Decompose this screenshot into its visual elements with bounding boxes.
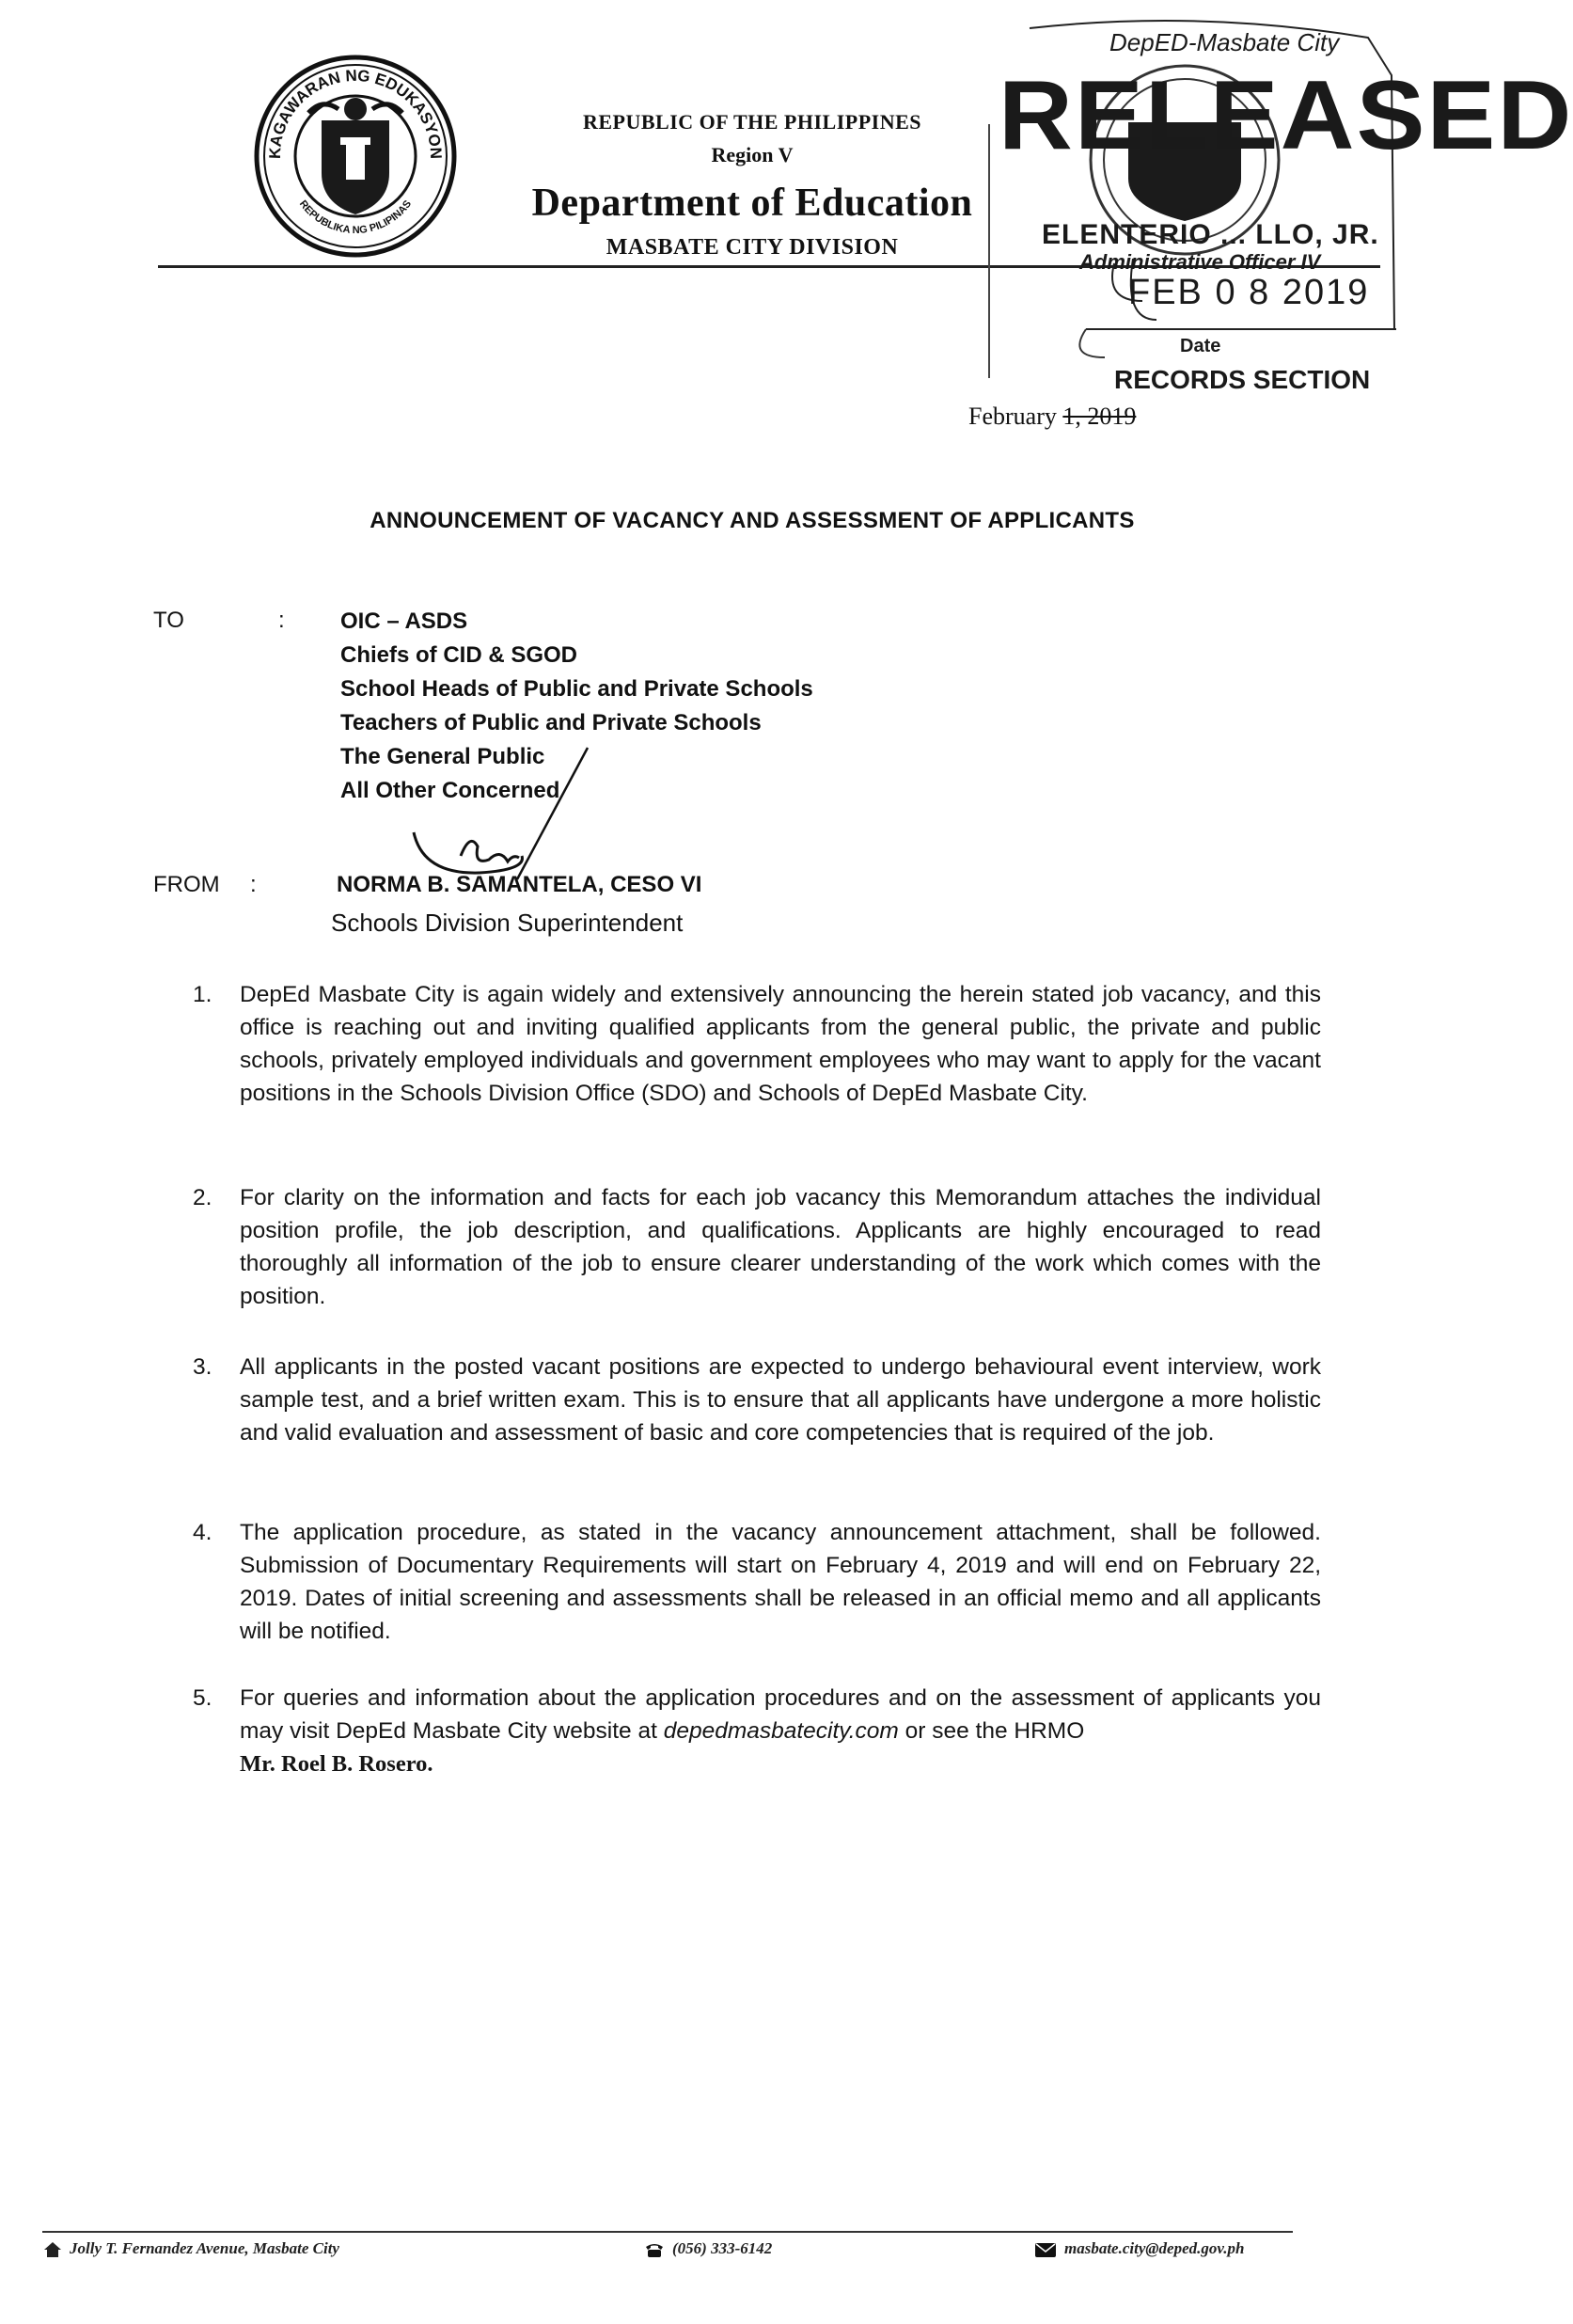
- letter-date-month: February: [968, 403, 1057, 430]
- letter-date: [968, 403, 1136, 431]
- paragraph-number: 5.: [193, 1685, 212, 1711]
- paragraph-4: [193, 1516, 1321, 1648]
- letter-date-day-year: 1, 2019: [1062, 403, 1137, 430]
- sender-name: NORMA B. SAMANTELA, CESO VI: [337, 872, 702, 897]
- stamp-office: DepED-Masbate City: [1109, 28, 1340, 56]
- handwritten-signature: [395, 743, 602, 884]
- paragraph-text: For clarity on the information and facts for each job vacancy this Memorandum attaches the individual position profile, the job description, and qualifications. Applicants are highly encouraged to read thoroughly all information of the job to ensure clearer understanding of the work which comes with the position.: [240, 1185, 1321, 1309]
- location-icon: [43, 2241, 62, 2258]
- recipient-item: The General Public: [340, 744, 545, 769]
- paragraph-text: All applicants in the posted vacant positions are expected to undergo behavioural event interview, work sample test, and a brief written exam. This is to ensure that all applicants have undergone a more holistic and valid evaluation and assessment of basic and core competencies that is required of the job.: [240, 1354, 1321, 1446]
- header-region: Region V: [711, 143, 794, 166]
- document-title: ANNOUNCEMENT OF VACANCY AND ASSESSMENT OF APPLICANTS: [370, 508, 1135, 533]
- hrmo-name: Mr. Roel B. Rosero.: [240, 1751, 433, 1777]
- to-label: TO: [153, 608, 184, 633]
- paragraph-text-part: or see the HRMO: [898, 1718, 1085, 1744]
- footer-phone: [644, 2239, 772, 2258]
- paragraph-1: [193, 978, 1321, 1110]
- stamp-section: RECORDS SECTION: [1114, 365, 1371, 394]
- deped-seal-logo: [252, 53, 459, 260]
- stamp-date: FEB 0 8 2019: [1128, 273, 1370, 312]
- paragraph-text: DepEd Masbate City is again widely and extensively announcing the herein stated job vacancy, and this office is reaching out and inviting qualified applicants from the general public, the private and public schools, privately employed individuals and government employees who may want to apply for the vacant positions in the Schools Division Office (SDO) and Schools of DepEd Masbate City.: [240, 982, 1321, 1106]
- recipient-item: Chiefs of CID & SGOD: [340, 642, 578, 668]
- paragraph-2: [193, 1181, 1321, 1313]
- from-label: FROM: [153, 872, 220, 897]
- recipient-item: Teachers of Public and Private Schools: [340, 710, 762, 735]
- stamp-status: RELEASED: [999, 61, 1573, 170]
- from-colon: :: [250, 872, 257, 897]
- paragraph-number: 3.: [193, 1354, 212, 1380]
- header-republic: REPUBLIC OF THE PHILIPPINES: [582, 110, 922, 134]
- footer-address: [43, 2239, 339, 2258]
- header-division: MASBATE CITY DIVISION: [606, 235, 899, 260]
- phone-icon: [644, 2241, 665, 2258]
- footer-phone-text: (056) 333-6142: [672, 2239, 773, 2257]
- paragraph-number: 2.: [193, 1185, 212, 1210]
- recipient-item: School Heads of Public and Private Schools: [340, 676, 813, 702]
- footer-address-text: Jolly T. Fernandez Avenue, Masbate City: [70, 2239, 339, 2257]
- sender-title: Schools Division Superintendent: [331, 909, 684, 937]
- header-department: Department of Education: [531, 182, 973, 225]
- svg-text:REPUBLIKA NG PILIPINAS: REPUBLIKA NG PILIPINAS: [296, 198, 415, 237]
- paragraph-text: [240, 1682, 1321, 1780]
- stamp-officer-name: ELENTERIO ... LLO, JR.: [1042, 219, 1379, 250]
- website-link[interactable]: depedmasbatecity.com: [663, 1718, 899, 1744]
- paragraph-number: 1.: [193, 982, 212, 1007]
- paragraph-number: 4.: [193, 1520, 212, 1545]
- stamp-officer-role: Administrative Officer IV: [1079, 250, 1321, 274]
- paragraph-5: [193, 1682, 1321, 1780]
- svg-text:KAGAWARAN NG EDUKASYON: KAGAWARAN NG EDUKASYON: [265, 66, 446, 160]
- stamp-divider: [988, 124, 990, 378]
- paragraph-text: The application procedure, as stated in the vacancy announcement attachment, shall be followed. Submission of Documentary Requirements will start on February 4, 2019 and will end on February 22, 2019. Dates of initial screening and assessments shall be released in an official memo and all applicants will be notified.: [240, 1520, 1321, 1644]
- paragraph-text-part: For queries and information about the application procedures and on the assessment of applicants you may visit DepEd Masbate City website at: [240, 1685, 1321, 1744]
- to-colon: :: [278, 608, 285, 633]
- recipient-item: All Other Concerned: [340, 778, 560, 803]
- email-icon: [1034, 2241, 1057, 2258]
- footer-email-text: masbate.city@deped.gov.ph: [1064, 2239, 1245, 2257]
- recipient-item: OIC – ASDS: [340, 609, 468, 634]
- paragraph-3: [193, 1351, 1321, 1449]
- stamp-date-label: Date: [1180, 336, 1221, 356]
- footer-email: [1034, 2239, 1245, 2258]
- footer-divider: [42, 2231, 1293, 2233]
